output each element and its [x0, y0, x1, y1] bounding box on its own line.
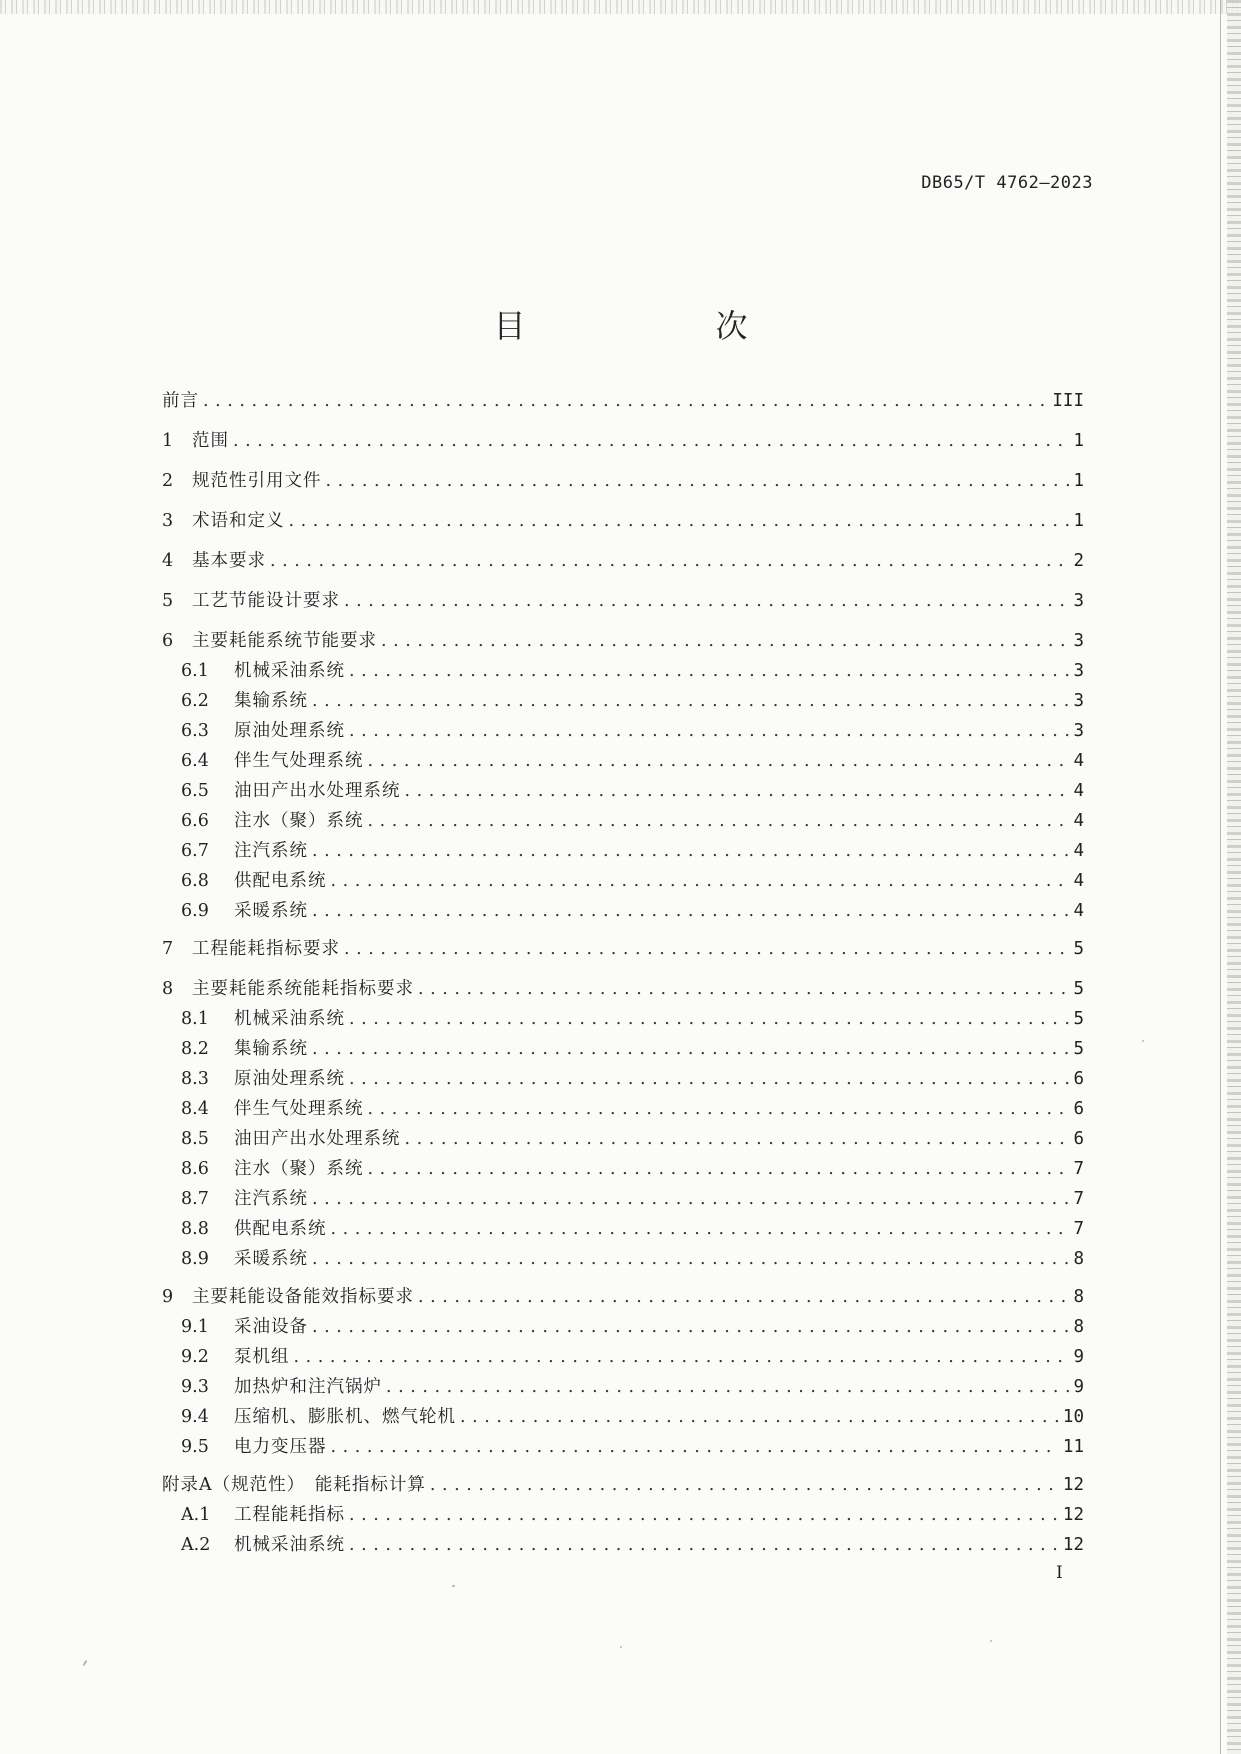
toc-entry-page: 3 — [1073, 591, 1084, 611]
toc-entry-number: 8.9 — [181, 1249, 209, 1269]
toc-entry-title: 油田产出水处理系统 — [234, 1129, 401, 1149]
toc-entry[interactable] — [162, 1472, 1084, 1498]
toc-dot-leader — [312, 838, 1069, 864]
toc-dot-leader — [430, 1472, 1059, 1498]
toc-entry-page: 1 — [1073, 511, 1084, 531]
toc-entry-title: 注水（聚）系统 — [234, 1159, 364, 1179]
toc-entry-number: 9.4 — [181, 1407, 209, 1427]
toc-entry-page: 12 — [1062, 1535, 1084, 1555]
toc-entry-title: 集输系统 — [234, 1039, 308, 1059]
toc-dot-leader — [289, 508, 1070, 534]
toc-entry[interactable] — [162, 1374, 1084, 1400]
toc-entry-page: 5 — [1073, 1009, 1084, 1029]
toc-entry-number: 6.7 — [181, 841, 209, 861]
toc-entry-page: 6 — [1073, 1099, 1084, 1119]
toc-entry-title: 注汽系统 — [234, 1189, 308, 1209]
page-title: 目 次 — [493, 307, 790, 346]
toc-entry-page: 1 — [1073, 471, 1084, 491]
toc-entry[interactable] — [162, 548, 1084, 574]
toc-entry-page: 7 — [1073, 1189, 1084, 1209]
toc-entry-number: 5 — [162, 591, 174, 611]
toc-entry-number: 8.5 — [181, 1129, 209, 1149]
scan-speck — [620, 1646, 622, 1648]
toc-entry-title: 附录A（规范性） 能耗指标计算 — [162, 1475, 426, 1495]
toc-entry-page: 1 — [1073, 431, 1084, 451]
toc-entry-page: 5 — [1073, 1039, 1084, 1059]
standard-number: DB65/T 4762—2023 — [921, 173, 1093, 193]
toc-entry[interactable] — [162, 688, 1084, 714]
toc-dot-leader — [349, 718, 1069, 744]
toc-entry-number: 9 — [162, 1287, 174, 1307]
toc-entry[interactable] — [162, 808, 1084, 834]
scan-speck — [83, 1660, 88, 1666]
toc-entry-page: 8 — [1073, 1317, 1084, 1337]
toc-dot-leader — [368, 808, 1070, 834]
toc-entry-title: 伴生气处理系统 — [234, 1099, 364, 1119]
toc-entry-number: 9.5 — [181, 1437, 209, 1457]
toc-entry-number: 1 — [162, 431, 174, 451]
toc-entry-page: 10 — [1062, 1407, 1084, 1427]
toc-entry-number: 6.6 — [181, 811, 209, 831]
toc-dot-leader — [405, 778, 1070, 804]
toc-entry-page: 8 — [1073, 1287, 1084, 1307]
toc-dot-leader — [312, 898, 1069, 924]
scan-speck — [1142, 1040, 1144, 1042]
toc-dot-leader — [233, 428, 1069, 454]
toc-dot-leader — [331, 1434, 1059, 1460]
toc-dot-leader — [331, 1216, 1070, 1242]
toc-entry[interactable] — [162, 1314, 1084, 1340]
toc-dot-leader — [349, 1006, 1069, 1032]
toc-entry[interactable] — [162, 588, 1084, 614]
toc-entry[interactable] — [162, 1036, 1084, 1062]
toc-entry[interactable] — [162, 1434, 1084, 1460]
toc-entry-number: 6 — [162, 631, 174, 651]
toc-entry[interactable] — [162, 838, 1084, 864]
toc-entry-title: 范围 — [192, 431, 229, 451]
toc-entry-title: 压缩机、膨胀机、燃气轮机 — [234, 1407, 456, 1427]
toc-entry-title: 伴生气处理系统 — [234, 751, 364, 771]
toc-entry-page: 3 — [1073, 691, 1084, 711]
toc-entry[interactable] — [162, 778, 1084, 804]
toc-entry-number: 8.4 — [181, 1099, 209, 1119]
toc-dot-leader — [270, 548, 1069, 574]
toc-entry[interactable] — [162, 428, 1084, 454]
toc-entry-number: 8 — [162, 979, 174, 999]
toc-entry-page: 11 — [1062, 1437, 1084, 1457]
toc-entry-page: 6 — [1073, 1129, 1084, 1149]
toc-dot-leader — [331, 868, 1070, 894]
toc-entry-number: 9.2 — [181, 1347, 209, 1367]
toc-entry-title: 机械采油系统 — [234, 1009, 345, 1029]
toc-entry-title: 供配电系统 — [234, 1219, 327, 1239]
toc-entry-page: 3 — [1073, 721, 1084, 741]
scan-border-line — [1220, 0, 1221, 1754]
toc-entry-title: 基本要求 — [192, 551, 266, 571]
toc-entry[interactable] — [162, 976, 1084, 1002]
toc-dot-leader — [203, 388, 1048, 414]
toc-entry-number: 2 — [162, 471, 174, 491]
toc-dot-leader — [418, 1284, 1069, 1310]
toc-entry-page: 12 — [1062, 1475, 1084, 1495]
toc-dot-leader — [344, 588, 1069, 614]
toc-entry-number: A.2 — [181, 1535, 211, 1555]
toc-dot-leader — [368, 1096, 1070, 1122]
toc-dot-leader — [368, 1156, 1070, 1182]
toc-entry-page: 4 — [1073, 841, 1084, 861]
toc-entry[interactable] — [162, 1532, 1084, 1558]
toc-entry-title: 工程能耗指标 — [234, 1505, 345, 1525]
page-folio: I — [1056, 1563, 1063, 1583]
toc-entry-number: 8.2 — [181, 1039, 209, 1059]
toc-entry-title: 油田产出水处理系统 — [234, 781, 401, 801]
toc-entry-title: 工艺节能设计要求 — [192, 591, 340, 611]
toc-entry-title: 规范性引用文件 — [192, 471, 322, 491]
toc-entry[interactable] — [162, 936, 1084, 962]
toc-entry-number: 6.4 — [181, 751, 209, 771]
toc-entry-page: 5 — [1073, 939, 1084, 959]
toc-entry[interactable] — [162, 868, 1084, 894]
toc-entry-number: 6.5 — [181, 781, 209, 801]
scan-edge-right — [1227, 0, 1241, 1754]
toc-dot-leader — [349, 1532, 1059, 1558]
scan-speck — [990, 1640, 992, 1642]
toc-entry-number: 6.2 — [181, 691, 209, 711]
toc-entry[interactable] — [162, 748, 1084, 774]
toc-dot-leader — [326, 468, 1070, 494]
toc-entry[interactable] — [162, 1284, 1084, 1310]
toc-dot-leader — [294, 1344, 1070, 1370]
toc-entry-page: 4 — [1073, 751, 1084, 771]
toc-entry-number: 9.1 — [181, 1317, 209, 1337]
toc-entry-title: 加热炉和注汽锅炉 — [234, 1377, 382, 1397]
toc-entry-page: 9 — [1073, 1377, 1084, 1397]
toc-entry[interactable] — [162, 628, 1084, 654]
toc-entry[interactable] — [162, 1006, 1084, 1032]
toc-entry-number: 8.1 — [181, 1009, 209, 1029]
toc-entry-title: 主要耗能系统能耗指标要求 — [192, 979, 414, 999]
toc-entry[interactable] — [162, 1502, 1084, 1528]
toc-dot-leader — [405, 1126, 1070, 1152]
toc-entry-title: 术语和定义 — [192, 511, 285, 531]
toc-entry[interactable] — [162, 1066, 1084, 1092]
toc-entry-title: 泵机组 — [234, 1347, 290, 1367]
scan-speck — [452, 1585, 455, 1587]
toc-entry[interactable] — [162, 508, 1084, 534]
toc-entry-page: 4 — [1073, 871, 1084, 891]
toc-dot-leader — [312, 1186, 1069, 1212]
toc-dot-leader — [312, 1246, 1069, 1272]
toc-entry-title: 集输系统 — [234, 691, 308, 711]
toc-entry-page: 7 — [1073, 1159, 1084, 1179]
toc-entry-page: 3 — [1073, 661, 1084, 681]
toc-entry-page: 6 — [1073, 1069, 1084, 1089]
toc-entry-title: 采油设备 — [234, 1317, 308, 1337]
toc-entry-title: 工程能耗指标要求 — [192, 939, 340, 959]
toc-dot-leader — [368, 748, 1070, 774]
toc-entry-title: 机械采油系统 — [234, 1535, 345, 1555]
toc-dot-leader — [344, 936, 1069, 962]
toc-entry-page: 4 — [1073, 901, 1084, 921]
toc-dot-leader — [349, 658, 1069, 684]
toc-dot-leader — [312, 1314, 1069, 1340]
toc-entry-page: 3 — [1073, 631, 1084, 651]
toc-entry-title: 原油处理系统 — [234, 1069, 345, 1089]
toc-entry[interactable] — [162, 1126, 1084, 1152]
toc-entry[interactable] — [162, 468, 1084, 494]
toc-entry-page: 4 — [1073, 811, 1084, 831]
toc-entry-page: 5 — [1073, 979, 1084, 999]
toc-entry-page: 9 — [1073, 1347, 1084, 1367]
toc-entry-title: 主要耗能设备能效指标要求 — [192, 1287, 414, 1307]
toc-entry-page: 4 — [1073, 781, 1084, 801]
toc-entry-number: 3 — [162, 511, 174, 531]
toc-entry[interactable] — [162, 1156, 1084, 1182]
toc-entry-page: 7 — [1073, 1219, 1084, 1239]
toc-entry-number: 8.6 — [181, 1159, 209, 1179]
scan-edge-top — [0, 0, 1241, 14]
toc-entry-number: 8.7 — [181, 1189, 209, 1209]
toc-entry-number: 8.3 — [181, 1069, 209, 1089]
toc-dot-leader — [386, 1374, 1069, 1400]
toc-entry[interactable] — [162, 898, 1084, 924]
toc-entry[interactable] — [162, 1246, 1084, 1272]
toc-entry-title: 主要耗能系统节能要求 — [192, 631, 377, 651]
toc-dot-leader — [349, 1066, 1069, 1092]
toc-entry-title: 原油处理系统 — [234, 721, 345, 741]
toc-entry-title: 电力变压器 — [234, 1437, 327, 1457]
toc-entry[interactable] — [162, 1344, 1084, 1370]
toc-entry-number: 6.8 — [181, 871, 209, 891]
toc-entry-page: III — [1052, 391, 1084, 411]
toc-entry-page: 8 — [1073, 1249, 1084, 1269]
toc-entry[interactable] — [162, 1216, 1084, 1242]
toc-dot-leader — [418, 976, 1069, 1002]
toc-entry-number: 4 — [162, 551, 174, 571]
toc-dot-leader — [381, 628, 1069, 654]
toc-entry-title: 机械采油系统 — [234, 661, 345, 681]
toc-entry-number: 6.9 — [181, 901, 209, 921]
toc-entry-number: 6.3 — [181, 721, 209, 741]
toc-entry[interactable] — [162, 1404, 1084, 1430]
toc-entry-page: 12 — [1062, 1505, 1084, 1525]
toc-entry-number: A.1 — [181, 1505, 211, 1525]
toc-entry-title: 采暖系统 — [234, 901, 308, 921]
toc-dot-leader — [312, 1036, 1069, 1062]
toc-entry-number: 6.1 — [181, 661, 209, 681]
toc-entry[interactable] — [162, 388, 1084, 414]
toc-entry-number: 7 — [162, 939, 174, 959]
toc-entry[interactable] — [162, 1186, 1084, 1212]
toc-entry-title: 注汽系统 — [234, 841, 308, 861]
toc-entry[interactable] — [162, 1096, 1084, 1122]
toc-entry-number: 8.8 — [181, 1219, 209, 1239]
toc-dot-leader — [460, 1404, 1059, 1430]
toc-entry-title: 供配电系统 — [234, 871, 327, 891]
toc-entry-title: 前言 — [162, 391, 199, 411]
toc-dot-leader — [349, 1502, 1059, 1528]
toc-dot-leader — [312, 688, 1069, 714]
toc-entry-title: 采暖系统 — [234, 1249, 308, 1269]
toc-entry-page: 2 — [1073, 551, 1084, 571]
toc-entry-number: 9.3 — [181, 1377, 209, 1397]
toc-entry[interactable] — [162, 718, 1084, 744]
toc-entry[interactable] — [162, 658, 1084, 684]
toc-entry-title: 注水（聚）系统 — [234, 811, 364, 831]
